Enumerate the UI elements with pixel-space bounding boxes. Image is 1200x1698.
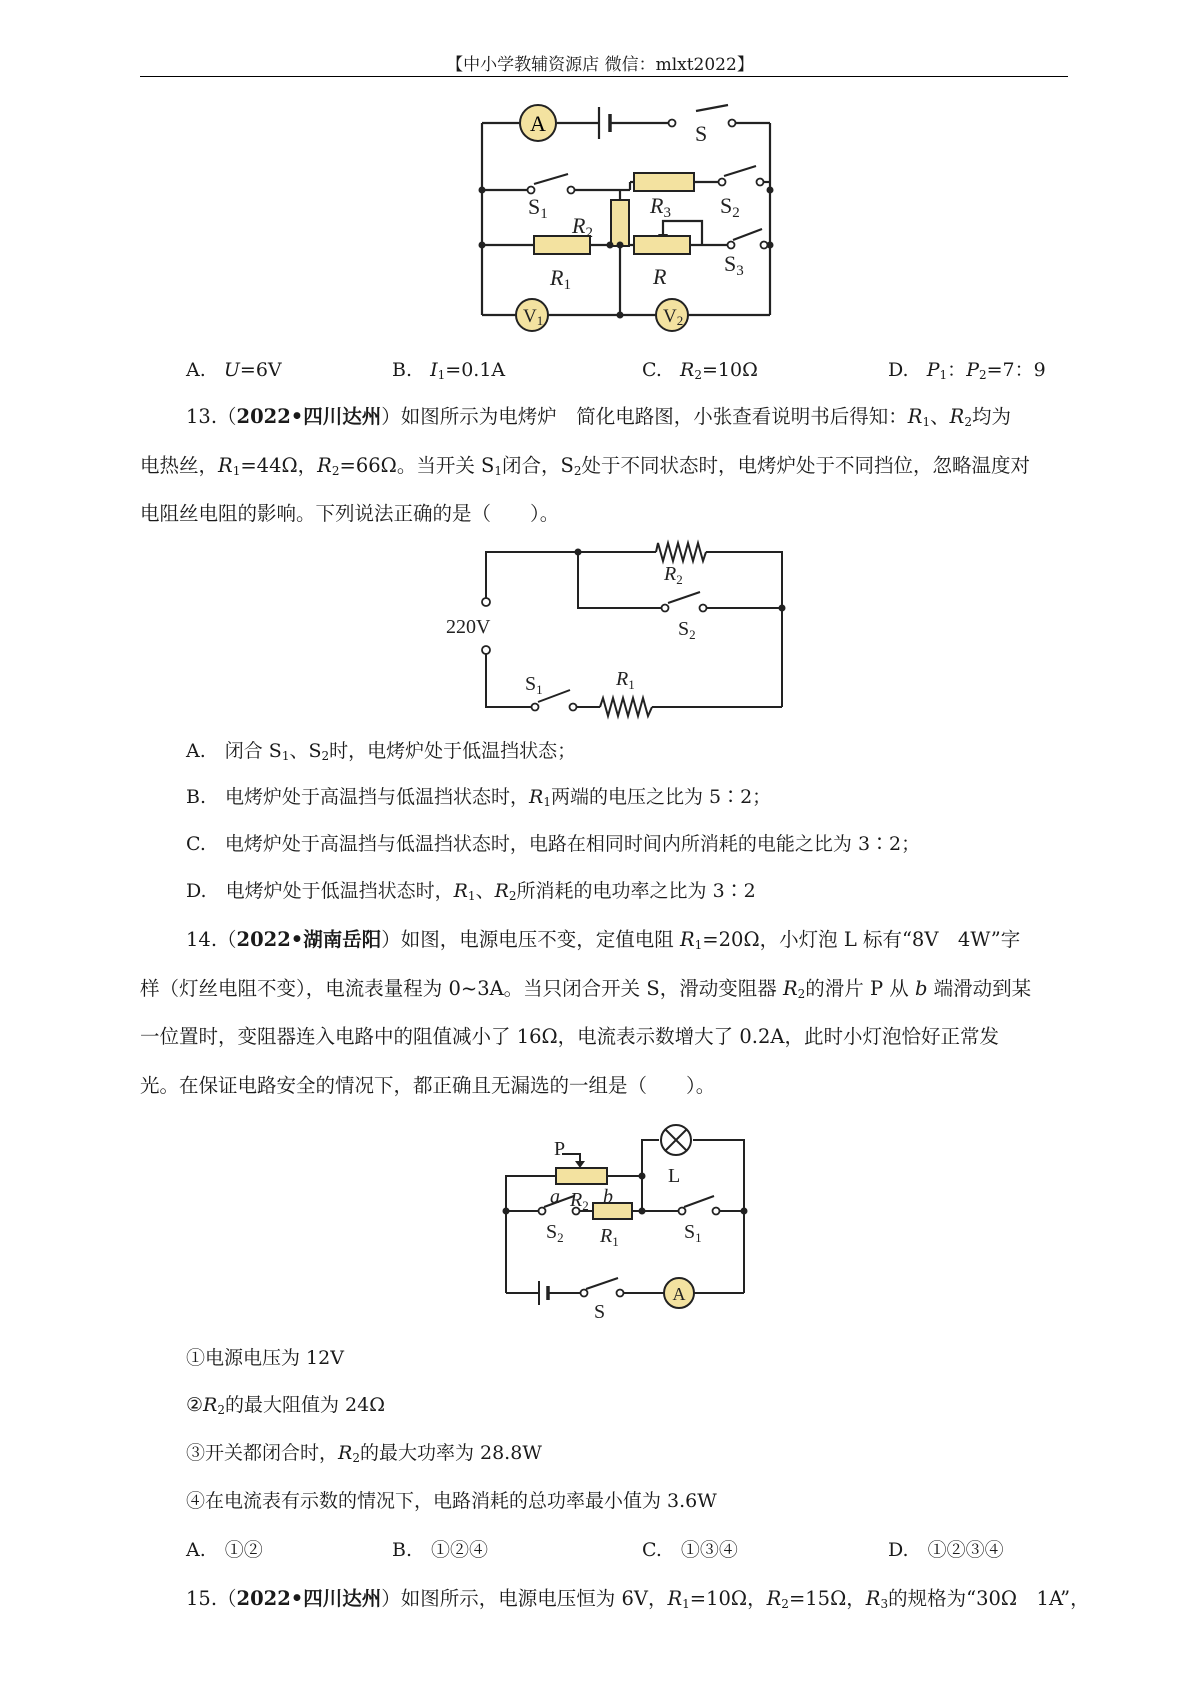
label-220v: 220V — [446, 616, 491, 638]
q12-option-a[interactable]: A. U=6V — [186, 359, 282, 381]
q14-option-a[interactable]: A. ①② — [186, 1539, 263, 1561]
page-header: 【中小学教辅资源店 微信：mlxt2022】 — [446, 55, 754, 75]
switch-s-blade — [696, 105, 728, 111]
resistor-r3 — [634, 173, 694, 191]
label-l: L — [668, 1165, 681, 1187]
label-s3: S3 — [724, 251, 744, 279]
q13-line-3: 电阻丝电阻的影响。下列说法正确的是（ ）。 — [140, 502, 560, 525]
label-r1: R1 — [550, 265, 571, 293]
label-s2: $S_2$ — [678, 618, 696, 642]
q13-option-b[interactable]: B. 电烤炉处于高温挡与低温挡状态时，$R_1$两端的电压之比为 5∶2； — [186, 786, 772, 809]
figure-q14-circuit — [494, 1118, 754, 1323]
q13-option-c[interactable]: C. 电烤炉处于高温挡与低温挡状态时，电路在相同时间内所消耗的电能之比为 3∶2； — [186, 833, 921, 855]
label-s: S — [594, 1301, 606, 1323]
q14-statement-1: ①电源电压为 12V — [186, 1347, 344, 1369]
label-s1: S1 — [528, 194, 548, 222]
q12-option-c[interactable]: C. $R_2=10\Omega$ — [642, 359, 758, 382]
label-r2: R2 — [572, 213, 593, 241]
ammeter-label: A — [672, 1284, 686, 1304]
q14-line-3: 一位置时，变阻器连入电路中的阻值减小了 16Ω，电流表示数增大了 0.2A，此时小灯泡恰好正常发 — [140, 1025, 999, 1048]
resistor-r1 — [534, 236, 590, 254]
label-s1: $S_1$ — [684, 1221, 702, 1245]
q13-option-d[interactable]: D. 电烤炉处于低温挡状态时，$R_1$、$R_2$所消耗的电功率之比为 3∶2 — [186, 880, 756, 903]
rheostat-r2 — [556, 1168, 607, 1184]
q14-statement-3: ③开关都闭合时，$R_2$的最大功率为 28.8W — [186, 1442, 542, 1465]
label-r: R — [653, 264, 667, 289]
label-a: a — [550, 1186, 560, 1208]
label-s1: $S_1$ — [525, 673, 543, 697]
q13-line-1: 13.（2022•四川达州）如图所示为电烤炉 简化电路图，小张查看说明书后得知：$R_1$、$R_2$均为 — [186, 405, 1011, 429]
label-switch-s: S — [695, 121, 708, 146]
q14-option-b[interactable]: B. ①②④ — [392, 1539, 489, 1561]
label-v2: V2 — [663, 306, 684, 328]
label-r3: R3 — [650, 193, 671, 221]
q13-line-2: 电热丝，$R_1=44\Omega$，$R_2=66\Omega$。当开关 $S_1$闭合，$S_2$处于不同状态时，电烤炉处于不同挡位，忽略温度对 — [140, 454, 1031, 478]
label-p: P — [554, 1138, 566, 1160]
rheostat-r — [634, 236, 690, 254]
q12-option-d[interactable]: D. $P_1$：$P_2=7$：9 — [888, 359, 1046, 382]
q14-statement-2: $②R_2$的最大阻值为 24Ω — [186, 1394, 385, 1417]
label-v1: V1 — [523, 306, 544, 328]
q15-line-1: 15.（2022•四川达州）如图所示，电源电压恒为 6V，$R_1=10\Omega$，$R_2=15\Omega$，$R_3$的规格为“30Ω 1A”， — [186, 1587, 1090, 1611]
q13-option-a[interactable]: A. 闭合 $S_1$、$S_2$时，电烤炉处于低温挡状态； — [186, 740, 577, 763]
q14-statement-4: ④在电流表有示数的情况下，电路消耗的总功率最小值为 3.6W — [186, 1490, 717, 1512]
label-r1: $R_1$ — [616, 668, 635, 692]
label-b: b — [603, 1186, 613, 1208]
header-rule — [140, 76, 1068, 77]
q14-line-2: 样（灯丝电阻不变），电流表量程为 0~3A。当只闭合开关 S，滑动变阻器 $R_2$的滑片 P 从 b 端滑动到某 — [140, 977, 1032, 1001]
label-s2: $S_2$ — [546, 1221, 564, 1245]
label-s2: S2 — [720, 193, 740, 221]
q14-option-c[interactable]: C. ①③④ — [642, 1539, 738, 1561]
resistor-r2 — [611, 200, 629, 246]
ammeter-label: A — [530, 111, 546, 136]
q12-option-b[interactable]: B. $I_1=0.1A$ — [392, 359, 506, 382]
label-r2: $R_2$ — [570, 1189, 589, 1213]
figure-q12-circuit — [470, 95, 790, 328]
q14-line-1: 14.（2022•湖南岳阳）如图，电源电压不变，定值电阻 $R_1=20\Omega$，小灯泡 L 标有“8V 4W”字 — [186, 928, 1021, 952]
figure-q13-circuit — [446, 540, 800, 720]
q14-line-4: 光。在保证电路安全的情况下，都正确且无漏选的一组是（ ）。 — [140, 1074, 716, 1097]
label-r2: $R_2$ — [664, 563, 683, 587]
q14-option-d[interactable]: D. ①②③④ — [888, 1539, 1004, 1561]
label-r1: $R_1$ — [600, 1225, 619, 1249]
